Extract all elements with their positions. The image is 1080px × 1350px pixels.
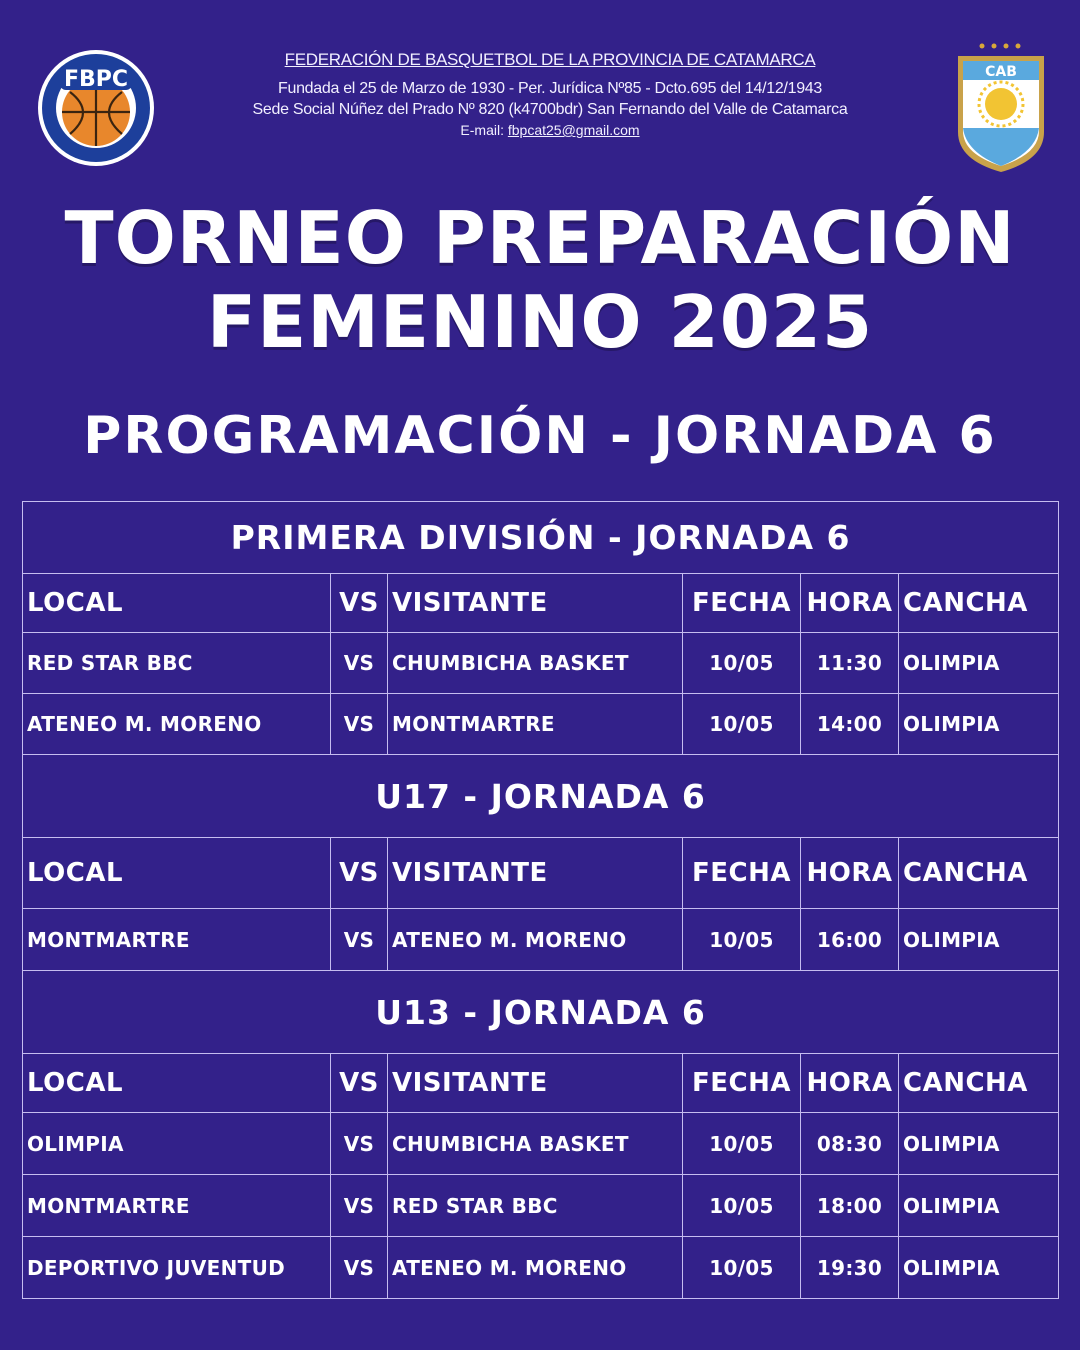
visiting-team: MONTMARTRE: [388, 694, 683, 755]
col-visitante: VISITANTE: [388, 574, 683, 633]
col-hora: HORA: [801, 574, 899, 633]
local-team: OLIMPIA: [23, 1113, 331, 1175]
column-header-row: [23, 574, 1059, 633]
federation-name: FEDERACIÓN DE BASQUETBOL DE LA PROVINCIA DE CATAMARCA: [284, 50, 816, 69]
col-local: LOCAL: [23, 574, 331, 633]
game-row: [23, 1113, 1059, 1175]
col-cancha: CANCHA: [899, 838, 1059, 909]
game-court: OLIMPIA: [899, 694, 1059, 755]
section-title-row: [23, 755, 1059, 838]
game-date: 10/05: [683, 1175, 801, 1237]
vs-label: VS: [331, 633, 388, 694]
local-team: MONTMARTRE: [23, 909, 331, 971]
col-visitante: VISITANTE: [388, 838, 683, 909]
title-line-1: TORNEO PREPARACIÓN: [64, 196, 1016, 280]
col-hora: HORA: [801, 838, 899, 909]
local-team: DEPORTIVO JUVENTUD: [23, 1237, 331, 1299]
cab-logo: [952, 40, 1050, 175]
col-cancha: CANCHA: [899, 574, 1059, 633]
game-court: OLIMPIA: [899, 909, 1059, 971]
game-date: 10/05: [683, 694, 801, 755]
email-label: E-mail:: [460, 122, 504, 138]
visiting-team: ATENEO M. MORENO: [388, 1237, 683, 1299]
federation-info: [190, 50, 910, 138]
col-hora: HORA: [801, 1054, 899, 1113]
vs-label: VS: [331, 909, 388, 971]
column-header-row: [23, 1054, 1059, 1113]
col-visitante: VISITANTE: [388, 1054, 683, 1113]
column-header-row: [23, 838, 1059, 909]
svg-text:CAB: CAB: [985, 64, 1017, 80]
round-subtitle: PROGRAMACIÓN - JORNADA 6: [83, 406, 997, 466]
title-line-2: FEMENINO 2025: [206, 280, 874, 364]
game-row: [23, 1237, 1059, 1299]
game-court: OLIMPIA: [899, 1237, 1059, 1299]
email-link[interactable]: fbpcat25@gmail.com: [507, 122, 640, 138]
col-local: LOCAL: [23, 1054, 331, 1113]
game-row: [23, 633, 1059, 694]
col-fecha: FECHA: [683, 838, 801, 909]
section-title: U13 - JORNADA 6: [23, 971, 1059, 1054]
vs-label: VS: [331, 1113, 388, 1175]
col-fecha: FECHA: [683, 1054, 801, 1113]
col-fecha: FECHA: [683, 574, 801, 633]
federation-email-line: [190, 122, 910, 138]
game-time: 18:00: [801, 1175, 899, 1237]
schedule-table: [22, 501, 1059, 1299]
col-vs: VS: [331, 574, 388, 633]
visiting-team: CHUMBICHA BASKET: [388, 633, 683, 694]
svg-text:FBPC: FBPC: [63, 67, 129, 92]
game-date: 10/05: [683, 633, 801, 694]
visiting-team: ATENEO M. MORENO: [388, 909, 683, 971]
col-local: LOCAL: [23, 838, 331, 909]
visiting-team: RED STAR BBC: [388, 1175, 683, 1237]
game-court: OLIMPIA: [899, 633, 1059, 694]
vs-label: VS: [331, 694, 388, 755]
section-title-row: [23, 502, 1059, 574]
local-team: ATENEO M. MORENO: [23, 694, 331, 755]
visiting-team: CHUMBICHA BASKET: [388, 1113, 683, 1175]
col-cancha: CANCHA: [899, 1054, 1059, 1113]
section-title: U17 - JORNADA 6: [23, 755, 1059, 838]
vs-label: VS: [331, 1237, 388, 1299]
game-court: OLIMPIA: [899, 1113, 1059, 1175]
game-time: 08:30: [801, 1113, 899, 1175]
col-vs: VS: [331, 838, 388, 909]
section-title-row: [23, 971, 1059, 1054]
game-row: [23, 1175, 1059, 1237]
game-row: [23, 909, 1059, 971]
game-time: 16:00: [801, 909, 899, 971]
game-time: 11:30: [801, 633, 899, 694]
tournament-title: [0, 196, 1080, 364]
game-date: 10/05: [683, 1113, 801, 1175]
game-date: 10/05: [683, 909, 801, 971]
federation-address: Sede Social Núñez del Prado Nº 820 (k4700bdr) San Fernando del Valle de Catamarca: [252, 101, 848, 118]
header: [0, 0, 1080, 185]
game-time: 19:30: [801, 1237, 899, 1299]
game-date: 10/05: [683, 1237, 801, 1299]
game-time: 14:00: [801, 694, 899, 755]
local-team: RED STAR BBC: [23, 633, 331, 694]
local-team: MONTMARTRE: [23, 1175, 331, 1237]
section-title: PRIMERA DIVISIÓN - JORNADA 6: [23, 502, 1059, 574]
fbpc-logo: [36, 48, 156, 168]
col-vs: VS: [331, 1054, 388, 1113]
game-row: [23, 694, 1059, 755]
vs-label: VS: [331, 1175, 388, 1237]
game-court: OLIMPIA: [899, 1175, 1059, 1237]
federation-founded: Fundada el 25 de Marzo de 1930 - Per. Jurídica Nº85 - Dcto.695 del 14/12/1943: [278, 80, 822, 97]
